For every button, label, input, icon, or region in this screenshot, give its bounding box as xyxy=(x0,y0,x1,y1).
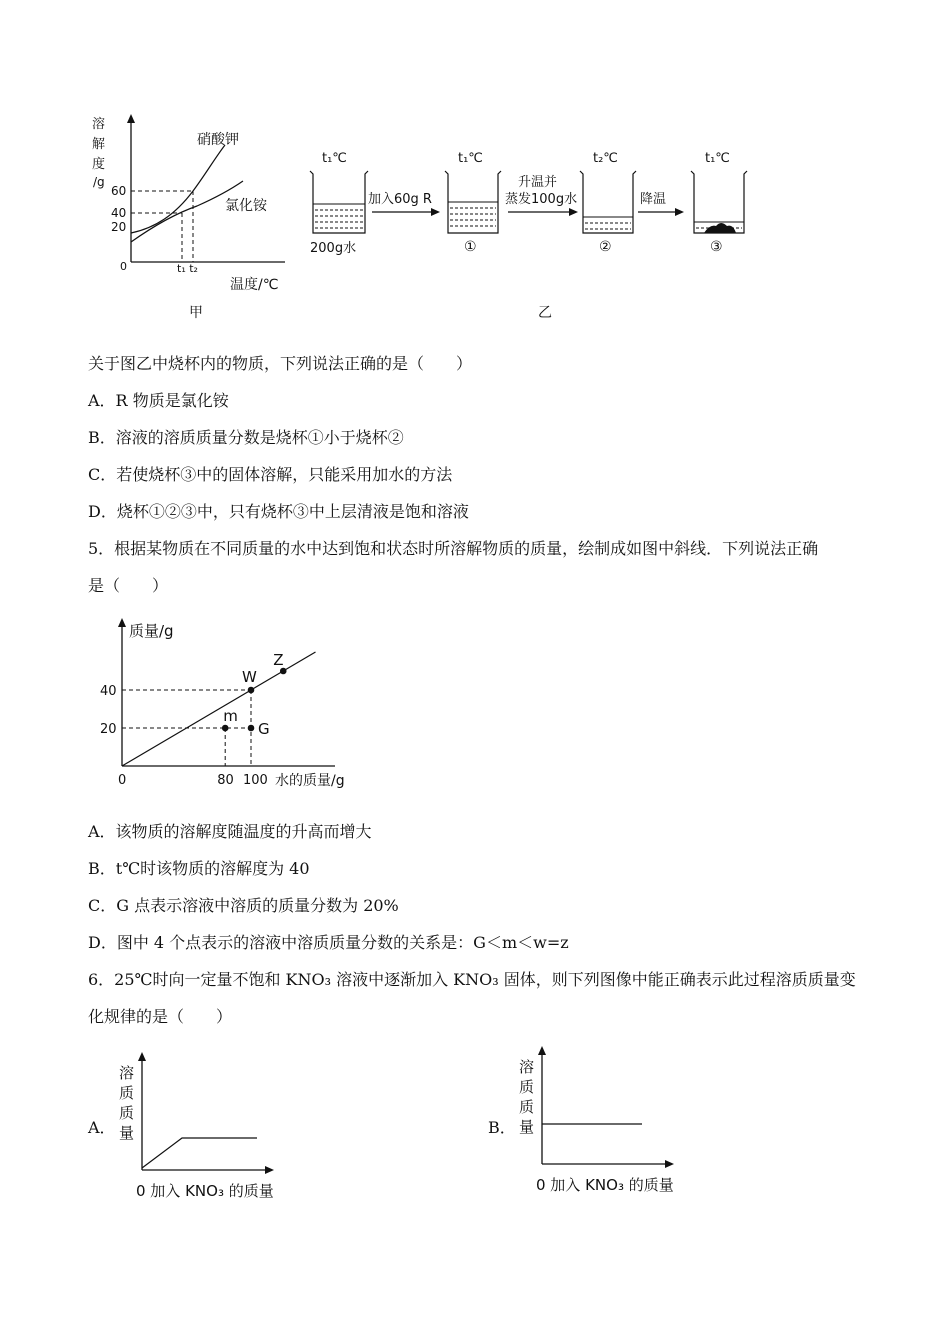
figure-yi-beaker-process xyxy=(300,140,760,330)
q5-option-c: C．G 点表示溶液中溶质的质量分数为 20% xyxy=(88,896,399,915)
q5-mass-chart xyxy=(95,612,365,797)
q6b-y-label-3: 质 xyxy=(519,1098,535,1116)
arrow3-label: 降温 xyxy=(640,192,667,207)
q5-point-label-G: G xyxy=(258,720,270,738)
q6a-y-label-2: 质 xyxy=(119,1084,135,1102)
figure-jia-solubility-chart xyxy=(85,110,295,330)
q5-stem-line2: 是（ ） xyxy=(88,576,169,595)
beaker-initial-label: 200g水 xyxy=(310,241,357,256)
q6a-y-label-3: 质 xyxy=(119,1104,135,1122)
q6-stem-line1: 6．25℃时向一定量不饱和 KNO₃ 溶液中逐渐加入 KNO₃ 固体，则下列图像中能正确表示此过程溶质质量变 xyxy=(88,970,856,989)
y-axis-label-1: 溶 xyxy=(92,117,106,132)
beaker-1 xyxy=(445,151,501,255)
figure-jia-caption: 甲 xyxy=(189,305,203,321)
y-tick-20: 20 xyxy=(111,220,127,234)
curve-label-kno3: 硝酸钾 xyxy=(197,132,239,148)
q6-option-a-label: A． xyxy=(88,1118,116,1137)
q5-x-axis-label: 水的质量/g xyxy=(275,773,345,789)
q5-stem-line1: 5．根据某物质在不同质量的水中达到饱和状态时所溶解物质的质量，绘制成如图中斜线．下列说法正确 xyxy=(88,539,819,558)
q6a-curve xyxy=(142,1138,257,1168)
q5-saturation-line xyxy=(122,652,316,766)
curve-label-nh4cl: 氯化铵 xyxy=(225,198,267,214)
q6-option-a-graph xyxy=(112,1048,287,1206)
q6b-x-label: 0 加入 KNO₃ 的质量 xyxy=(536,1176,674,1194)
beaker-initial-temp: t₁℃ xyxy=(322,151,347,166)
q6-option-b-graph xyxy=(512,1042,687,1200)
beaker-2 xyxy=(580,151,636,255)
q4-option-d: D．烧杯①②③中，只有烧杯③中上层清液是饱和溶液 xyxy=(88,502,469,521)
beaker-initial xyxy=(310,151,368,256)
q5-x-tick-80: 80 xyxy=(217,773,234,788)
q5-option-b: B．t℃时该物质的溶解度为 40 xyxy=(88,859,310,878)
q6b-y-label-4: 量 xyxy=(519,1118,535,1136)
beaker-3-temp: t₁℃ xyxy=(705,151,730,166)
q5-y-axis-label: 质量/g xyxy=(129,622,174,640)
q5-y-tick-40: 40 xyxy=(100,684,117,699)
q5-y-axis-arrow xyxy=(118,618,126,627)
beaker-3 xyxy=(691,151,747,255)
y-tick-60: 60 xyxy=(111,184,127,198)
q4-stem: 关于图乙中烧杯内的物质，下列说法正确的是（ ） xyxy=(88,354,473,373)
beaker-3-crystals xyxy=(704,223,736,233)
y-tick-40: 40 xyxy=(111,206,127,220)
q5-option-a: A．该物质的溶解度随温度的升高而增大 xyxy=(88,822,372,841)
q6-option-b-label: B． xyxy=(488,1118,516,1137)
q6a-x-label: 0 加入 KNO₃ 的质量 xyxy=(136,1182,274,1200)
q5-point-W xyxy=(248,687,255,694)
y-axis-label-4: /g xyxy=(93,175,105,189)
arrow2-label-line1: 升温并 xyxy=(518,175,558,190)
beaker-2-temp: t₂℃ xyxy=(593,151,618,166)
q5-point-G xyxy=(248,725,255,732)
curve-kno3 xyxy=(131,145,225,233)
arrow1-label: 加入60g R xyxy=(368,192,432,207)
q4-option-a: A．R 物质是氯化铵 xyxy=(88,391,229,410)
beaker-3-label: ③ xyxy=(710,239,723,255)
q5-origin: 0 xyxy=(118,773,127,788)
y-axis-arrow xyxy=(127,114,135,123)
y-axis-label-3: 度 xyxy=(92,157,106,172)
q6a-y-label-4: 量 xyxy=(119,1124,135,1142)
q5-point-m xyxy=(222,725,229,732)
figure-yi-caption: 乙 xyxy=(538,305,552,321)
x-axis-label: 温度/℃ xyxy=(230,277,279,293)
q5-y-tick-20: 20 xyxy=(100,722,117,737)
q5-option-d: D．图中 4 个点表示的溶液中溶质质量分数的关系是：G＜m＜w=z xyxy=(88,933,569,952)
q6b-y-label-2: 质 xyxy=(519,1078,535,1096)
beaker-1-temp: t₁℃ xyxy=(458,151,483,166)
beaker-1-label: ① xyxy=(464,239,477,255)
q6-stem-line2: 化规律的是（ ） xyxy=(88,1007,233,1026)
beaker-2-label: ② xyxy=(599,239,612,255)
q5-point-label-m: m xyxy=(223,707,238,725)
y-axis-label-2: 解 xyxy=(92,137,106,152)
q6a-y-label-1: 溶 xyxy=(119,1064,135,1082)
q5-point-label-W: W xyxy=(242,668,257,686)
arrow2-label-line2: 蒸发100g水 xyxy=(505,192,578,207)
q5-point-label-Z: Z xyxy=(273,651,284,669)
q5-x-tick-100: 100 xyxy=(243,773,268,788)
x-ticks-t1-t2: t₁ t₂ xyxy=(177,262,198,275)
q4-option-b: B．溶液的溶质质量分数是烧杯①小于烧杯② xyxy=(88,428,404,447)
q4-option-c: C．若使烧杯③中的固体溶解，只能采用加水的方法 xyxy=(88,465,453,484)
origin-label: 0 xyxy=(120,260,127,273)
q5-marks xyxy=(100,651,316,788)
q6b-y-label-1: 溶 xyxy=(519,1058,535,1076)
